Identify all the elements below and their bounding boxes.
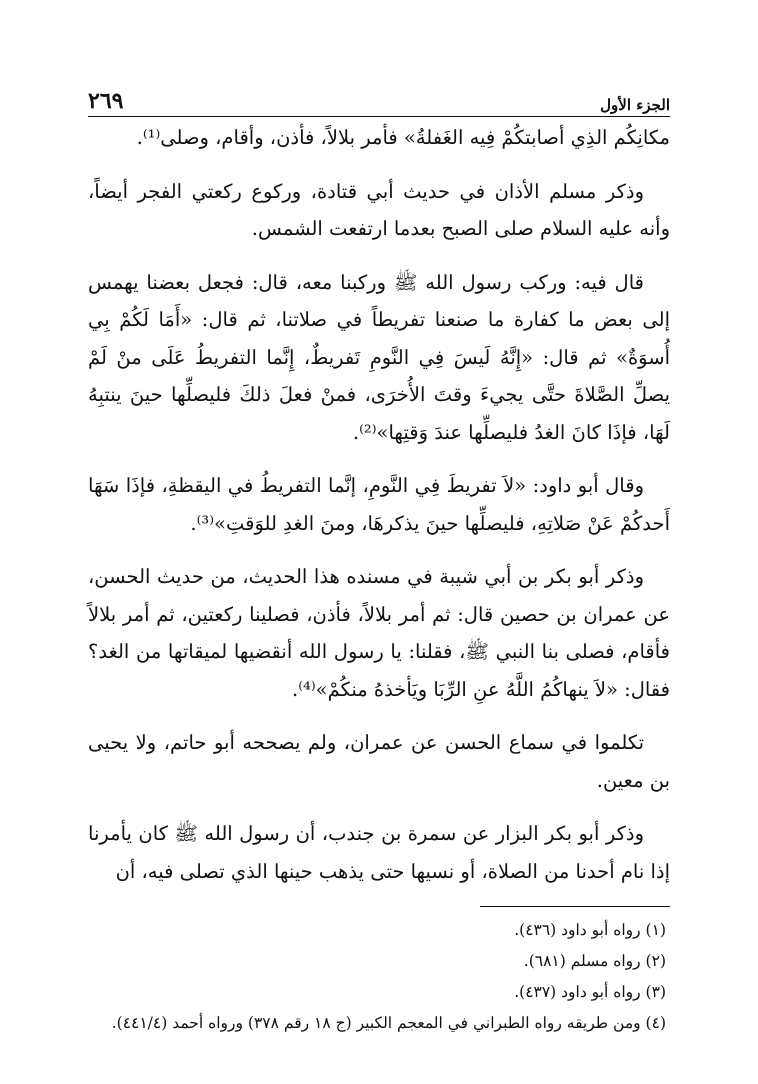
footnote: (٤) ومن طريقه رواه الطبراني في المعجم الكبير (ج ١٨ رقم ٣٧٨) ورواه أحمد (٤٤١/٤). xyxy=(111,1014,666,1032)
page-header xyxy=(88,80,670,117)
paragraph: قال فيه: وركب رسول الله ﷺ وركبنا معه، قال: فجعل بعضنا يهمس إلى بعض ما كفارة ما صنعنا تفريطاً في صلاتنا، ثم قال: «أَمَا لَكُمْ بِي أُسوَةٌ» ثم قال: «إِنَّهُ لَيسَ فِي النَّومِ تَفريطٌ، إِنَّما التفريطُ عَلَى منْ لَمْ يصلِّ الصَّلاةَ حتَّى يجيءَ وقتَ الأُخرَى، فمنْ فعلَ ذلكَ فليصلِّها حينَ ينتبِهُ لَهَا، فإذَا كانَ الغدُ فليصلِّها عندَ وَقتِها»⁽²⁾. xyxy=(88,270,670,444)
paragraph: وذكر مسلم الأذان في حديث أبي قتادة، وركوع ركعتي الفجر أيضاً، وأنه عليه السلام صلى الصبح بعدما ارتفعت الشمس. xyxy=(88,179,670,240)
paragraph: تكلموا في سماع الحسن عن عمران، ولم يصححه أبو حاتم، ولا يحيى بن معين. xyxy=(88,731,670,792)
footnote: (٢) رواه مسلم (٦٨١). xyxy=(523,952,666,970)
running-head: الجزء الأول xyxy=(600,96,670,114)
footnotes xyxy=(88,915,670,1039)
book-page xyxy=(88,80,670,1039)
paragraph: وذكر أبو بكر بن أبي شيبة في مسنده هذا الحديث، من حديث الحسن، عن عمران بن حصين قال: ثم أمر بلالاً، فأذن، فصلينا ركعتين، ثم أمر بلالاً فأقام، فصلى بنا النبي ﷺ، فقلنا: يا رسول الله أنقضيها لميقاتها من الغد؟ فقال: «لاَ ينهاكُمُ اللَّهُ عنِ الرِّبَا ويَأخذهُ منكُمْ»⁽⁴⁾. xyxy=(88,565,670,701)
footnote: (٣) رواه أبو داود (٤٣٧). xyxy=(514,983,666,1001)
paragraph: وقال أبو داود: «لاَ تفريطَ فِي النَّومِ، إنَّما التفريطُ في اليقظةِ، فإذَا سَهَا أَحدكُمْ عَنْ صَلاتِهِ، فليصلِّها حينَ يذكرهَا، ومنَ الغدِ للوَقتِ»⁽³⁾. xyxy=(88,474,670,535)
page-number: ٢٦٩ xyxy=(88,88,124,114)
footnote: (١) رواه أبو داود (٤٣٦). xyxy=(514,921,666,939)
footnote-divider xyxy=(480,906,670,907)
main-text xyxy=(88,119,670,890)
paragraph: مكانِكُم الذِي أصابتكُمْ فِيه الغَفلةُ» فأمر بلالاً، فأذن، وأقام، وصلى⁽¹⁾. xyxy=(136,126,670,149)
paragraph: وذكر أبو بكر البزار عن سمرة بن جندب، أن رسول الله ﷺ كان يأمرنا إذا نام أحدنا من الصلاة، أو نسيها حتى يذهب حينها الذي تصلى فيه، أن xyxy=(88,822,670,883)
